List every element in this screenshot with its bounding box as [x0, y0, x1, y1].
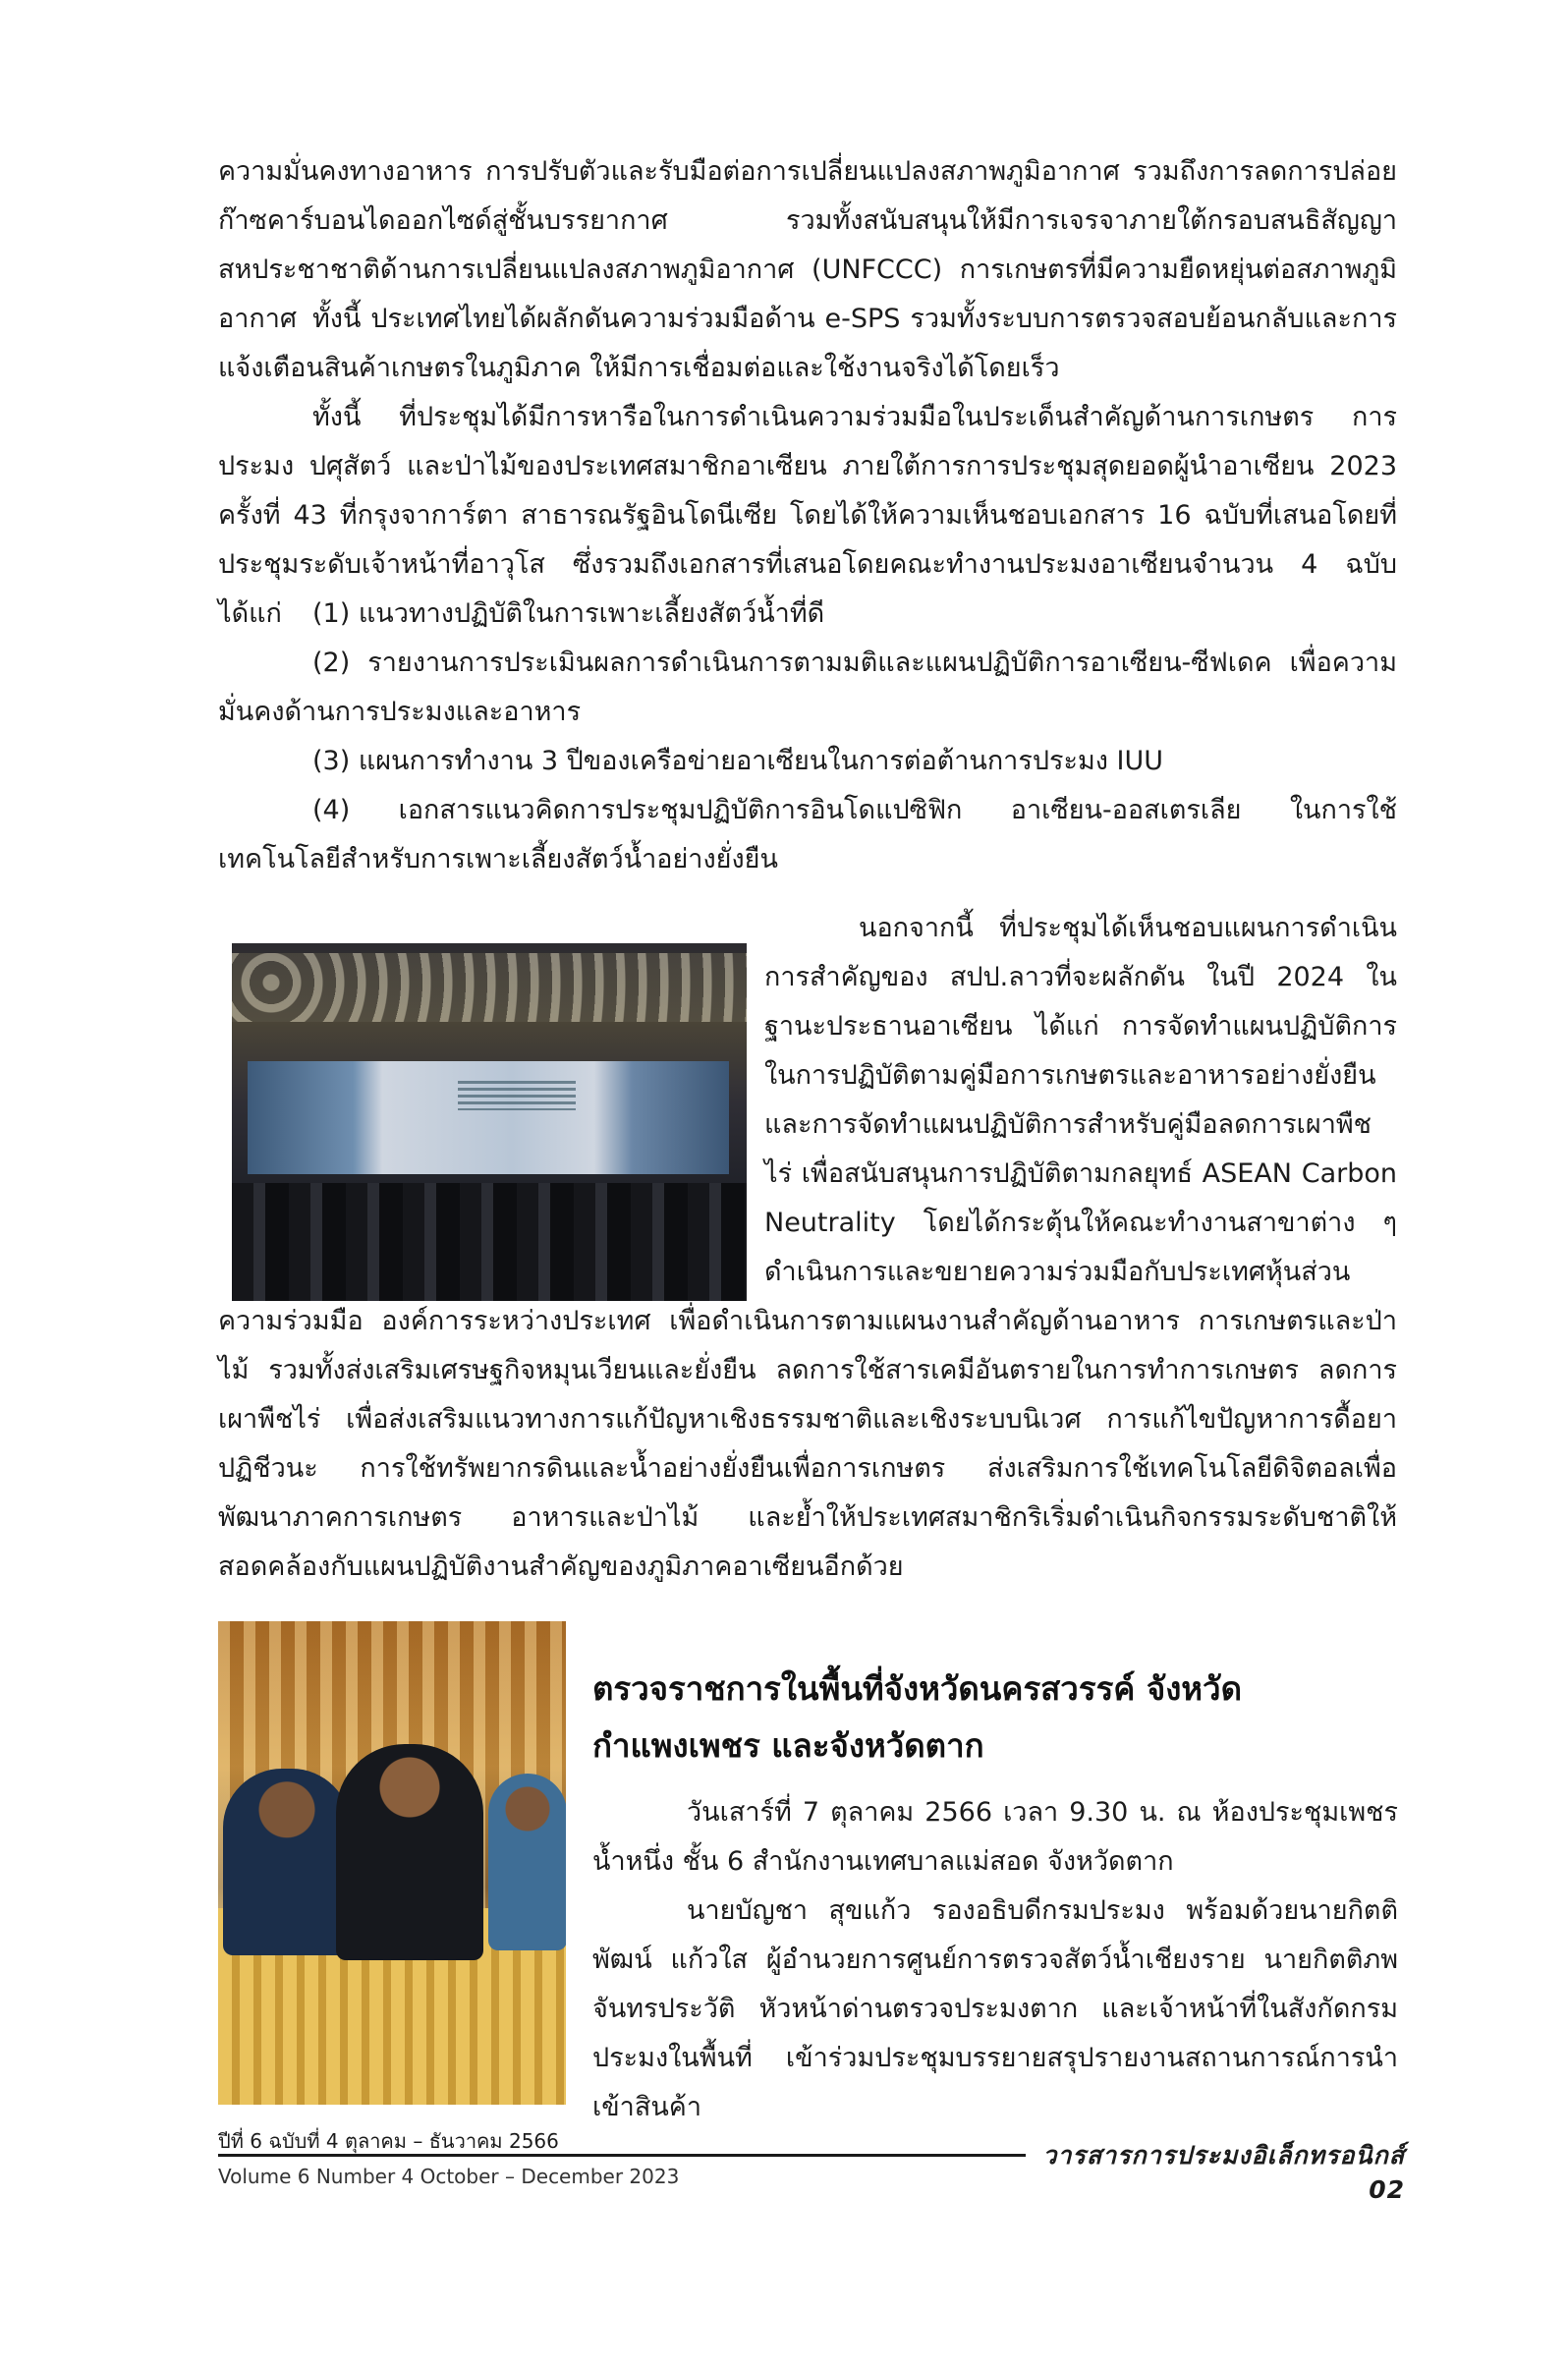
- list-item-4: (4) เอกสารแนวคิดการประชุมปฏิบัติการอินโดแปซิฟิก อาเซียน-ออสเตรเลีย ในการใช้เทคโนโลยีสำหรับการเพาะเลี้ยงสัตว์น้ำอย่างยั่งยืน: [218, 795, 1397, 874]
- paragraph-attendees: นายบัญชา สุขแก้ว รองอธิบดีกรมประมง พร้อมด้วยนายกิตติพัฒน์ แก้วใส ผู้อำนวยการศูนย์การตรวจสัตว์น้ำเชียงราย นายกิตติภพ จันทรประวัติ หัวหน้าด่านตรวจประมงตาก และเจ้าหน้าที่ในสังกัดกรมประมงในพื้นที่ เข้าร่วมประชุมบรรยายสรุปรายงานสถานการณ์การนำเข้าสินค้า: [592, 1895, 1398, 2122]
- person-shape: [223, 1769, 351, 1955]
- paragraph-meeting-date: วันเสาร์ที่ 7 ตุลาคม 2566 เวลา 9.30 น. ณ ห้องประชุมเพชรน้ำหนึ่ง ชั้น 6 สำนักงานเทศบาลแม่สอด จังหวัดตาก: [592, 1797, 1398, 1877]
- paragraph-food-security: ความมั่นคงทางอาหาร การปรับตัวและรับมือต่อการเปลี่ยนแปลงสภาพภูมิอากาศ รวมถึงการลดการปล่อยก๊าซคาร์บอนไดออกไซด์สู่ชั้นบรรยากาศ รวมทั้งสนับสนุนให้มีการเจรจาภายใต้กรอบสนธิสัญญาสหประชาชาติด้านการเปลี่ยนแปลงสภาพภูมิอากาศ (UNFCCC) การเกษตรที่มีความยืดหยุ่นต่อสภาพภูมิอากาศ: [218, 156, 1397, 334]
- footer-issue-thai: ปีที่ 6 ฉบับที่ 4 ตุลาคม – ธันวาคม 2566: [218, 2129, 559, 2153]
- person-shape: [488, 1774, 566, 1950]
- person-shape: [336, 1744, 483, 1960]
- inspection-meeting-photo: [218, 1621, 566, 2105]
- paragraph-laos-chair-continued: ความร่วมมือ องค์การระหว่างประเทศ เพื่อดำเนินการตามแผนงานสำคัญด้านอาหาร การเกษตรและป่าไม้ รวมทั้งส่งเสริมเศรษฐกิจหมุนเวียนและยั่งยืน ลดการใช้สารเคมีอันตรายในการทำการเกษตร ลดการเผาพืชไร่ เพื่อส่งเสริมแนวทางการแก้ปัญหาเชิงธรรมชาติและเชิงระบบนิเวศ การแก้ไขปัญหาการดื้อยาปฏิชีวนะ การใช้ทรัพยากรดินและน้ำอย่างยั่งยืนเพื่อการเกษตร ส่งเสริมการใช้เทคโนโลยีดิจิตอลเพื่อพัฒนาภาคการเกษตร อาหารและป่าไม้ และย้ำให้ประเทศสมาชิกริเริ่มดำเนินกิจกรรมระดับชาติให้สอดคล้องกับแผนปฏิบัติงานสำคัญของภูมิภาคอาเซียนอีกด้วย: [218, 1306, 1397, 1582]
- screen-title-shape: [458, 1081, 576, 1110]
- projection-screen-shape: [248, 1061, 729, 1174]
- paragraph-esps: ทั้งนี้ ประเทศไทยได้ผลักดันความร่วมมือด้าน e-SPS รวมทั้งระบบการตรวจสอบย้อนกลับและการแจ้งเตือนสินค้าเกษตรในภูมิภาค ให้มีการเชื่อมต่อและใช้งานจริงได้โดยเร็ว: [218, 304, 1397, 383]
- paragraph-laos-chair: นอกจากนี้ ที่ประชุมได้เห็นชอบแผนการดำเนินการสำคัญของ สปป.ลาวที่จะผลักดัน ในปี 2024 ในฐานะประธานอาเซียน ได้แก่ การจัดทำแผนปฏิบัติการในการปฏิบัติตามคู่มือการเกษตรและอาหารอย่างยั่งยืน และการจัดทำแผนปฏิบัติการสำหรับคู่มือลดการเผาพืชไร่ เพื่อสนับสนุนการปฏิบัติตามกลยุทธ์ ASEAN Carbon Neutrality โดยได้กระตุ้นให้คณะทำงานสาขาต่าง ๆ ดำเนินการและขยายความร่วมมือกับประเทศหุ้นส่วน: [764, 913, 1397, 1287]
- section-heading: ตรวจราชการในพื้นที่จังหวัดนครสวรรค์ จังหวัดกำแพงเพชร และจังหวัดตาก: [592, 1669, 1243, 1765]
- list-item-1: (1) แนวทางปฏิบัติในการเพาะเลี้ยงสัตว์น้ำที่ดี: [312, 598, 825, 629]
- paragraph-asean-summit: ทั้งนี้ ที่ประชุมได้มีการหารือในการดำเนินความร่วมมือในประเด็นสำคัญด้านการเกษตร การประมง ปศุสัตว์ และป่าไม้ของประเทศสมาชิกอาเซียน ภายใต้การการประชุมสุดยอดผู้นำอาเซียน 2023 ครั้งที่ 43 ที่กรุงจาการ์ตา สาธารณรัฐอินโดนีเซีย โดยได้ให้ความเห็นชอบเอกสาร 16 ฉบับที่เสนอโดยที่ประชุมระดับเจ้าหน้าที่อาวุโส ซึ่งรวมถึงเอกสารที่เสนอโดยคณะทำงานประมงอาเซียนจำนวน 4 ฉบับ ได้แก่: [218, 402, 1397, 629]
- list-item-2: (2) รายงานการประเมินผลการดำเนินการตามมติและแผนปฏิบัติการอาเซียน-ซีฟเดค เพื่อความมั่นคงด้านการประมงและอาหาร: [218, 648, 1397, 727]
- list-item-3: (3) แผนการทำงาน 3 ปีของเครือข่ายอาเซียนในการต่อต้านการประมง IUU: [312, 746, 1164, 776]
- chandelier-shape: [232, 953, 747, 1022]
- footer-journal-title: วารสารการประมงอิเล็กทรอนิกส์ 02: [1042, 2141, 1405, 2204]
- footer-divider: [218, 2154, 1026, 2157]
- meeting-hall-photo: [232, 943, 747, 1301]
- footer-issue-english: Volume 6 Number 4 October – December 2023: [218, 2165, 680, 2188]
- audience-shape: [232, 1183, 747, 1301]
